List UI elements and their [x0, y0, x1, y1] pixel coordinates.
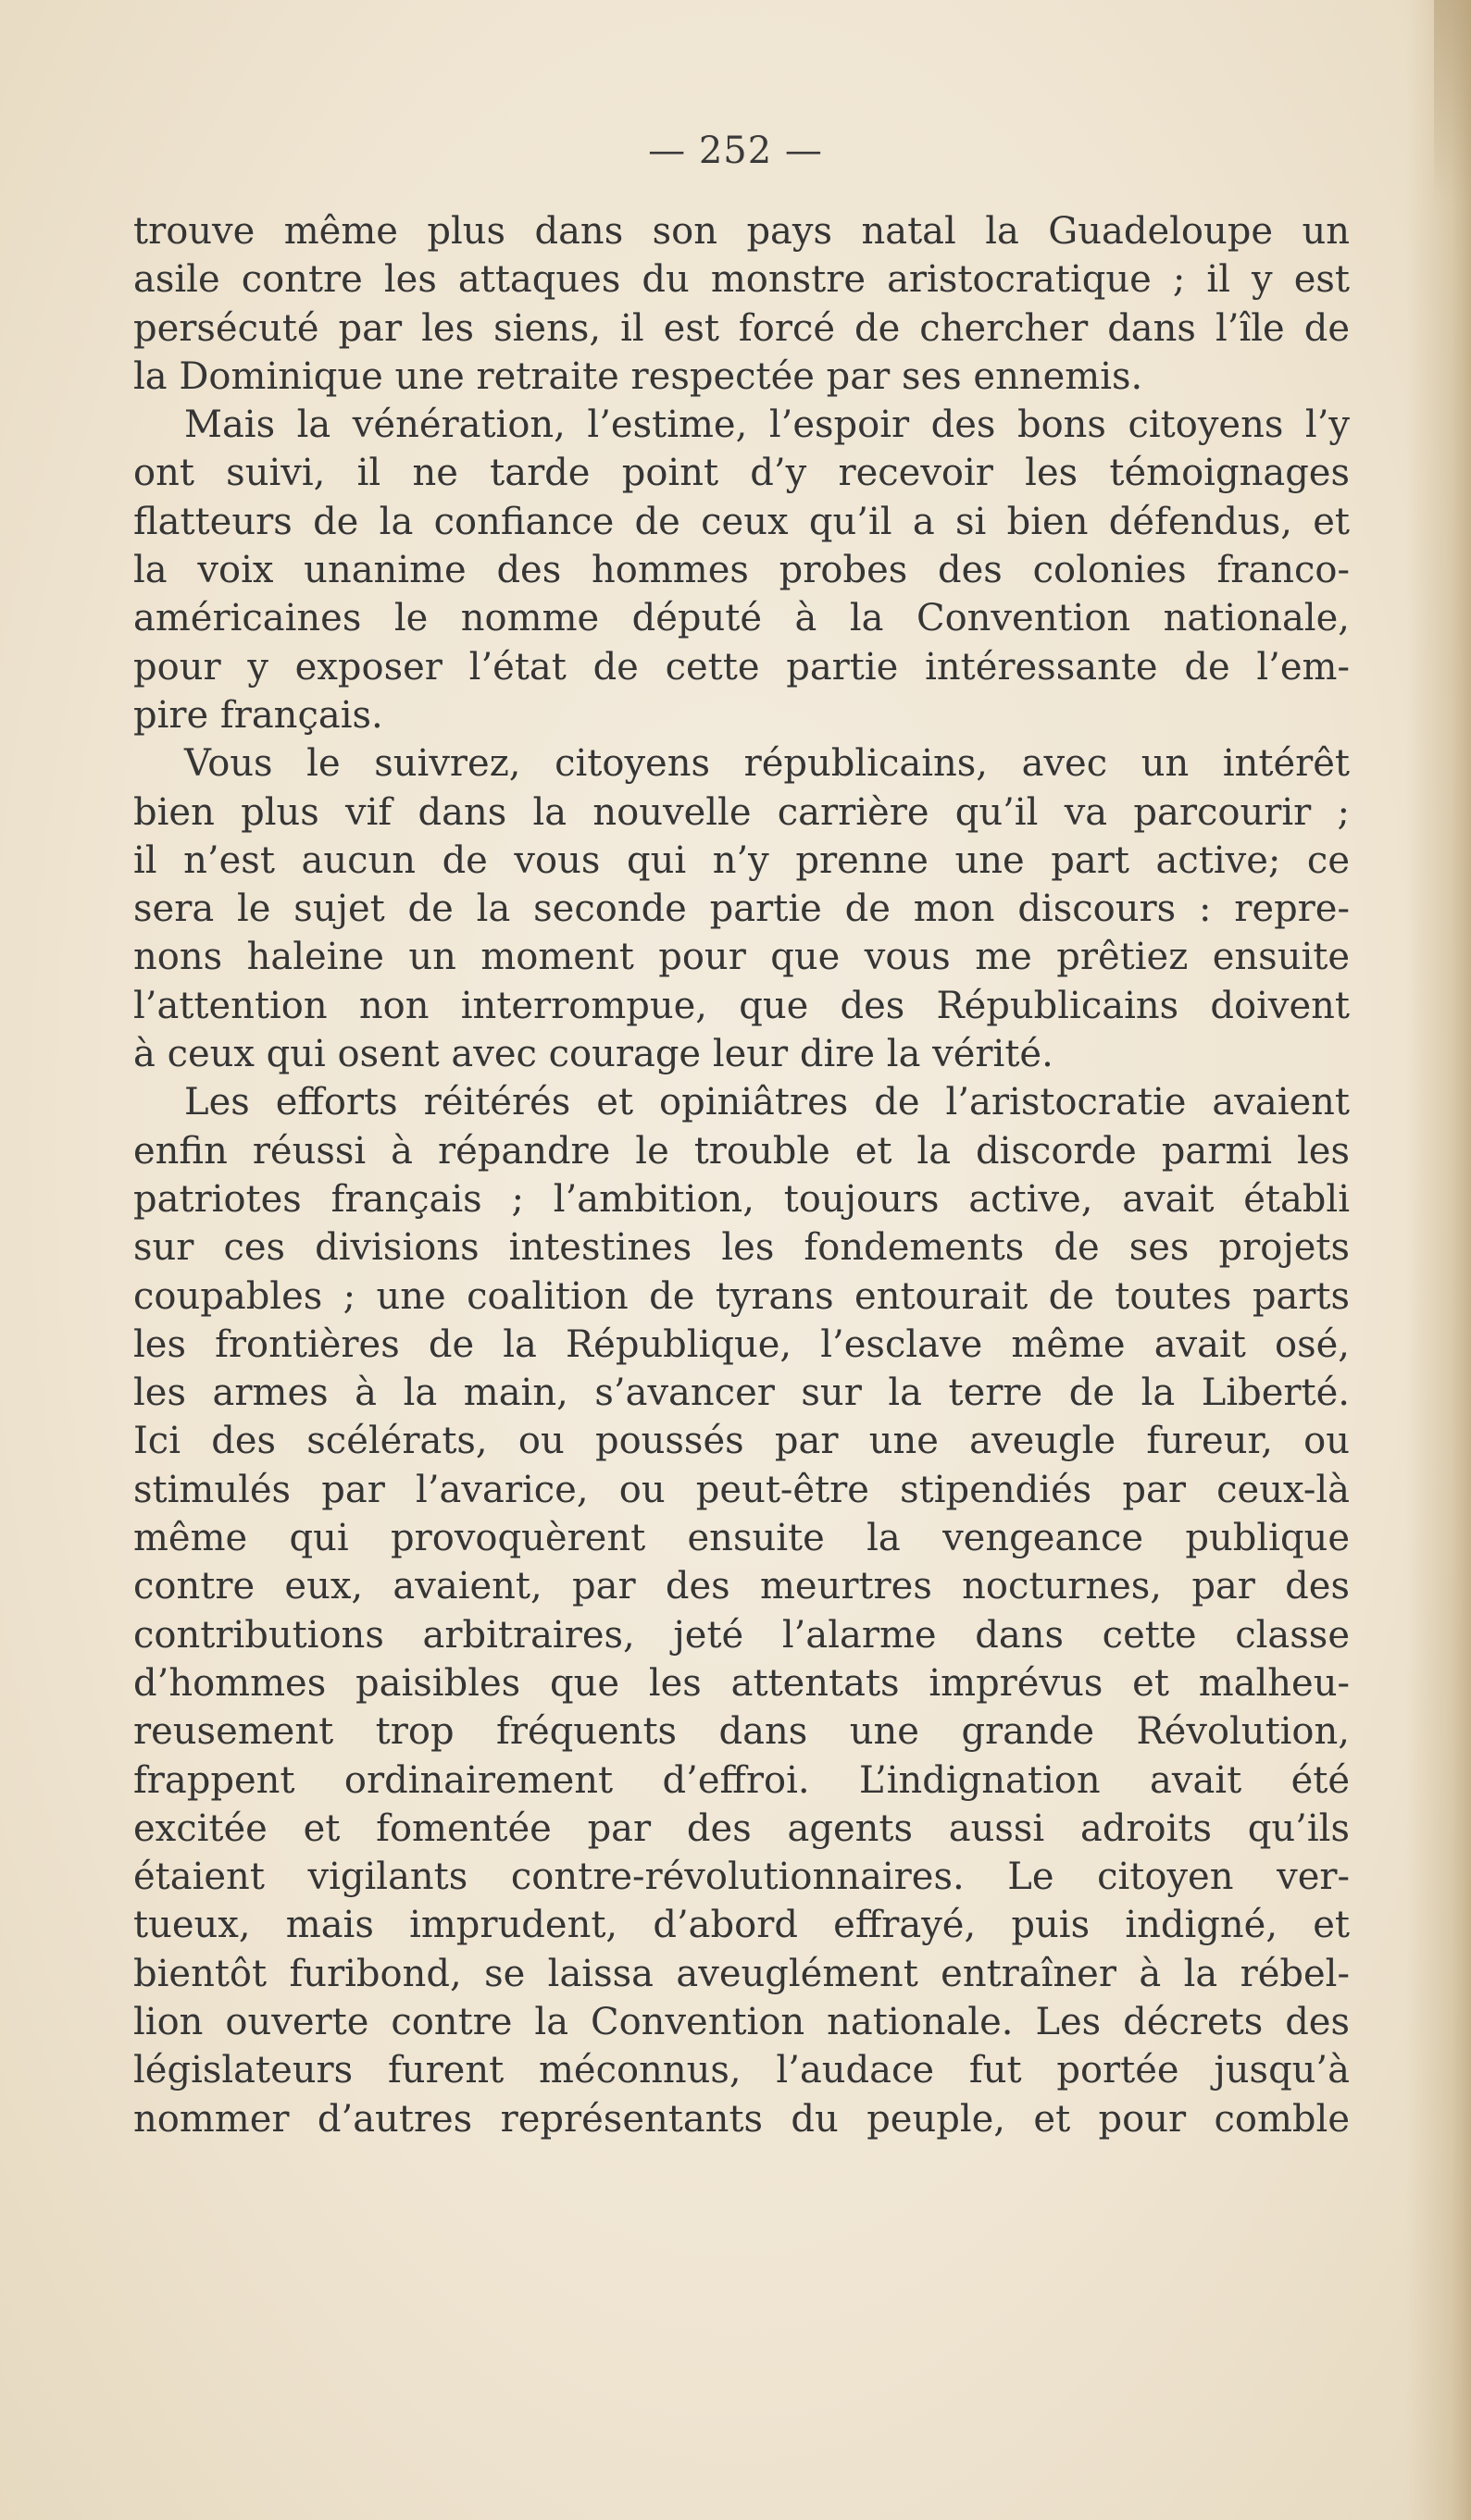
text-line: la Dominique une retraite respectée par ses ennemis. [133, 354, 1143, 398]
text-line: nommer d’autres représentants du peuple, et pour comble [133, 2097, 1350, 2141]
text-line: pour y exposer l’état de cette partie intéressante de l’em- [133, 645, 1350, 689]
body-text [133, 207, 1350, 2143]
text-line: législateurs furent méconnus, l’audace fut portée jusqu’à [133, 2049, 1350, 2092]
text-line: excitée et fomentée par des agents aussi adroits qu’ils [133, 1806, 1350, 1850]
text-line: persécuté par les siens, il est forcé de chercher dans l’île de [133, 306, 1350, 350]
text-line: l’attention non interrompue, que des Républicains doivent [133, 984, 1350, 1027]
text-line: Mais la vénération, l’estime, l’espoir des bons citoyens l’y [184, 403, 1350, 447]
text-line: sur ces divisions intestines les fondements de ses projets [133, 1226, 1350, 1270]
page-number: — 252 — [648, 130, 823, 172]
text-line: américaines le nomme député à la Convention nationale, [133, 597, 1350, 640]
text-line: reusement trop fréquents dans une grande Révolution, [133, 1710, 1350, 1754]
text-line: Ici des scélérats, ou poussés par une aveugle fureur, ou [133, 1420, 1350, 1463]
text-line: coupables ; une coalition de tyrans entourait de toutes parts [133, 1274, 1350, 1318]
text-line: contributions arbitraires, jeté l’alarme dans cette classe [133, 1613, 1350, 1657]
text-line: enfin réussi à répandre le trouble et la discorde parmi les [133, 1129, 1350, 1173]
text-line: flatteurs de la confiance de ceux qu’il a si bien défendus, et [133, 500, 1350, 543]
text-line: Vous le suivrez, citoyens républicains, avec un intérêt [184, 742, 1350, 786]
text-line: pire français. [133, 693, 383, 737]
text-line: frappent ordinairement d’effroi. L’indignation avait été [133, 1758, 1350, 1802]
text-line: ont suivi, il ne tarde point d’y recevoir les témoignages [133, 452, 1350, 495]
text-line: bientôt furibond, se laissa aveuglément entraîner à la rébel- [133, 1952, 1350, 1995]
text-line: nons haleine un moment pour que vous me prêtiez ensuite [133, 936, 1350, 979]
text-line: d’hommes paisibles que les attentats imprévus et malheu- [133, 1661, 1350, 1705]
text-line: il n’est aucun de vous qui n’y prenne une part active; ce [133, 838, 1350, 882]
text-line: les armes à la main, s’avancer sur la terre de la Liberté. [133, 1372, 1350, 1415]
text-line: Les efforts réitérés et opiniâtres de l’aristocratie avaient [184, 1081, 1350, 1124]
text-line: bien plus vif dans la nouvelle carrière qu’il va parcourir ; [133, 790, 1350, 834]
text-line: trouve même plus dans son pays natal la Guadeloupe un [133, 210, 1350, 253]
page-edge-shadow [1406, 0, 1471, 2520]
text-line: stimulés par l’avarice, ou peut-être stipendiés par ceux-là [133, 1468, 1350, 1511]
text-line: à ceux qui osent avec courage leur dire la vérité. [133, 1033, 1053, 1076]
text-line: sera le sujet de la seconde partie de mon discours : repre- [133, 888, 1350, 931]
text-line: contre eux, avaient, par des meurtres nocturnes, par des [133, 1565, 1350, 1608]
text-line: les frontières de la République, l’esclave même avait osé, [133, 1322, 1350, 1366]
text-line: asile contre les attaques du monstre aristocratique ; il y est [133, 258, 1350, 302]
text-line: étaient vigilants contre-révolutionnaires. Le citoyen ver- [133, 1856, 1350, 1899]
text-line: même qui provoquèrent ensuite la vengeance publique [133, 1517, 1350, 1560]
text-line: tueux, mais imprudent, d’abord effrayé, puis indigné, et [133, 1904, 1350, 1947]
text-line: patriotes français ; l’ambition, toujours active, avait établi [133, 1177, 1350, 1221]
text-line: la voix unanime des hommes probes des colonies franco- [133, 549, 1350, 592]
page-corner-stain [1434, 0, 1471, 204]
text-line: lion ouverte contre la Convention nationale. Les décrets des [133, 2000, 1350, 2043]
